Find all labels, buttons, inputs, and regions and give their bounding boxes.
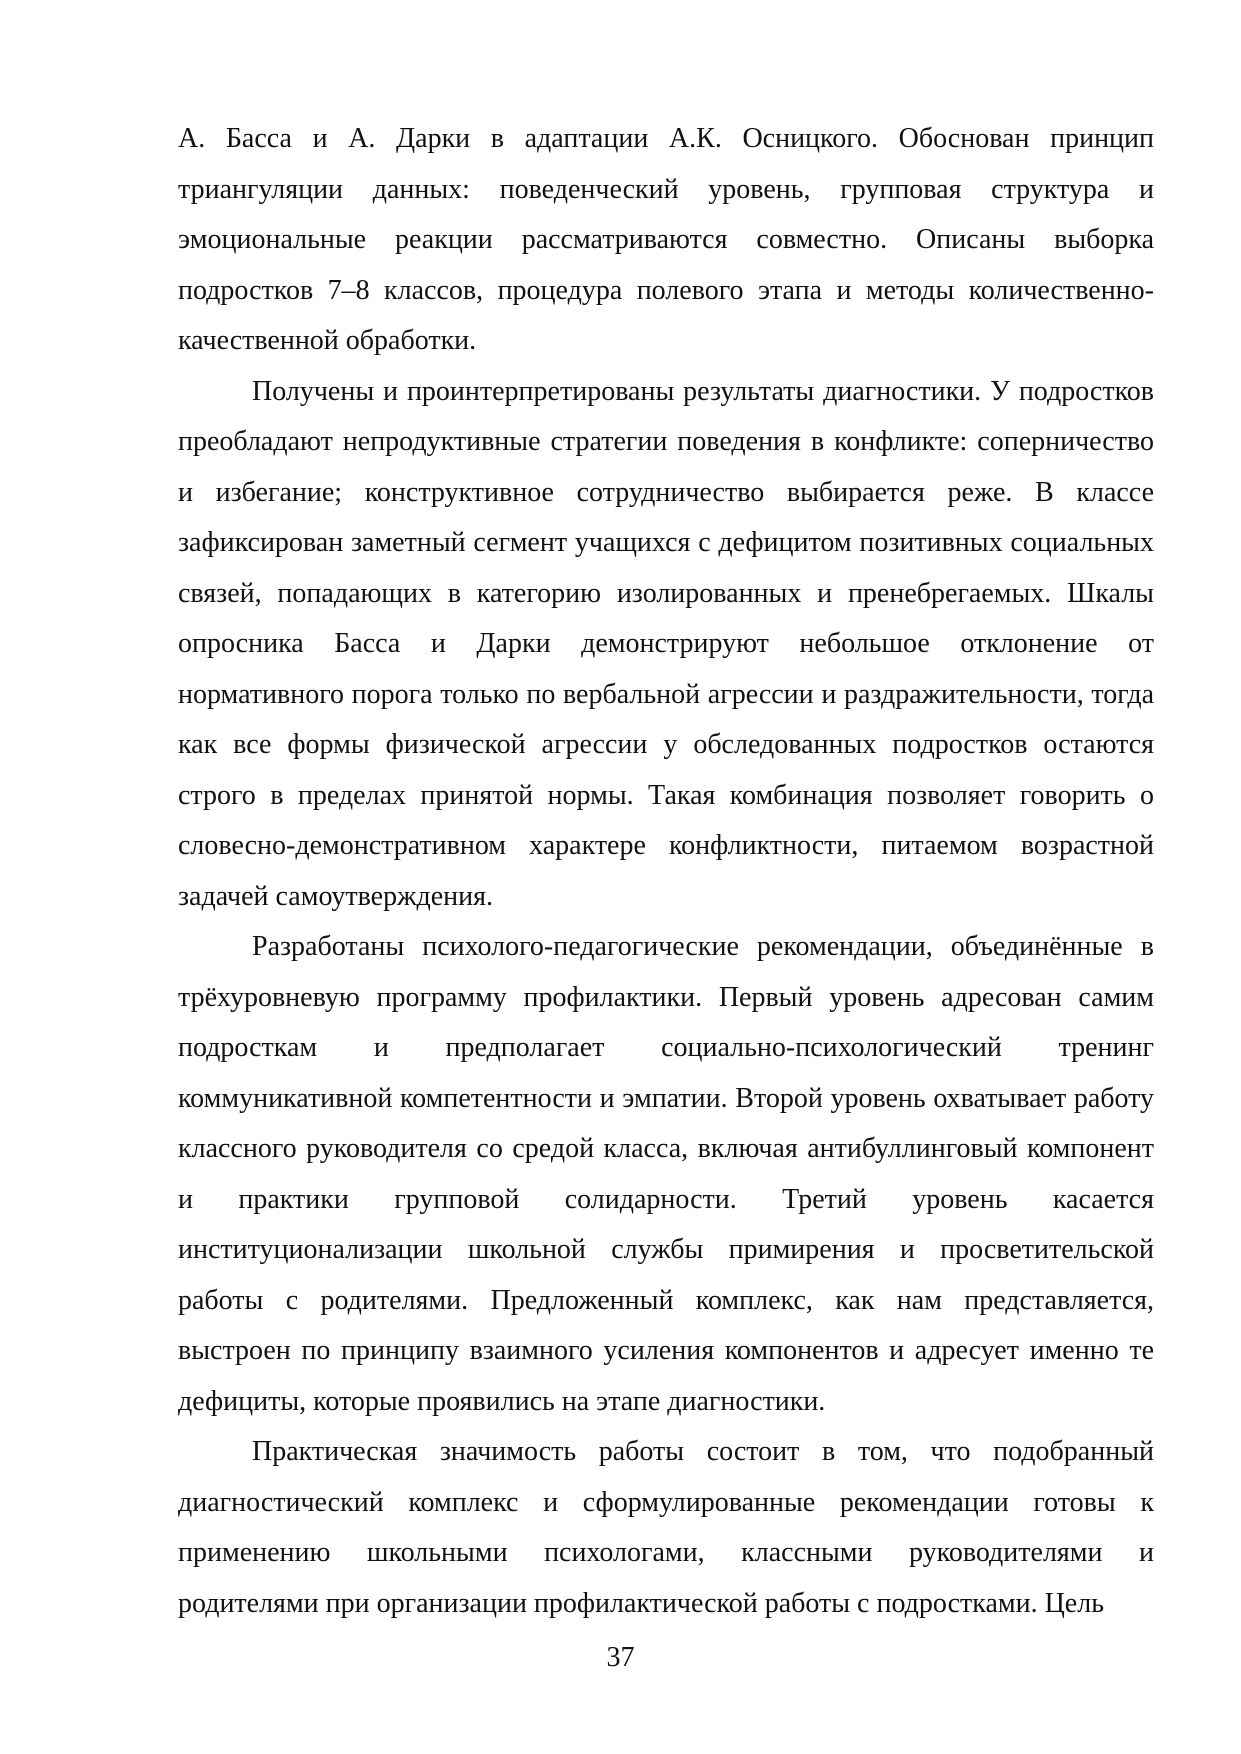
paragraph-3: Разработаны психолого-педагогические рекомендации, объединённые в трёхуровневую программу профилактики. Первый уровень адресован самим подросткам и предполагает социально-психологический тренинг коммуникативной компетентности и эмпатии. Второй уровень охватывает работу классного руководителя со средой класса, включая антибуллинговый компонент и практики групповой солидарности. Третий уровень касается институционализации школьной службы примирения и просветительской работы с родителями. Предложенный комплекс, как нам представляется, выстроен по принципу взаимного усиления компонентов и адресует именно те дефициты, которые проявились на этапе диагностики.	[178, 931, 1154, 1417]
paragraph-1: А. Басса и А. Дарки в адаптации А.К. Осницкого. Обоснован принцип триангуляции данных: поведенческий уровень, групповая структура и эмоциональные реакции рассматриваются совместно. Описаны выборка подростков 7–8 классов, процедура полевого этапа и методы количественно-качественной обработки.	[178, 123, 1154, 356]
paragraph-2: Получены и проинтерпретированы результаты диагностики. У подростков преобладают непродуктивные стратегии поведения в конфликте: соперничество и избегание; конструктивное сотрудничество выбирается реже. В классе зафиксирован заметный сегмент учащихся с дефицитом позитивных социальных связей, попадающих в категорию изолированных и пренебрегаемых. Шкалы опросника Басса и Дарки демонстрируют небольшое отклонение от нормативного порога только по вербальной агрессии и раздражительности, тогда как все формы физической агрессии у обследованных подростков остаются строго в пределах принятой нормы. Такая комбинация позволяет говорить о словесно-демонстративном характере конфликтности, питаемом возрастной задачей самоутверждения.	[178, 375, 1154, 912]
page-number: 37	[606, 1642, 635, 1673]
page-body	[178, 114, 1154, 1629]
paragraph-4: Практическая значимость работы состоит в том, что подобранный диагностический комплекс и сформулированные рекомендации готовы к применению школьными психологами, классными руководителями и родителями при организации профилактической работы с подростками. Цель	[178, 1436, 1154, 1619]
